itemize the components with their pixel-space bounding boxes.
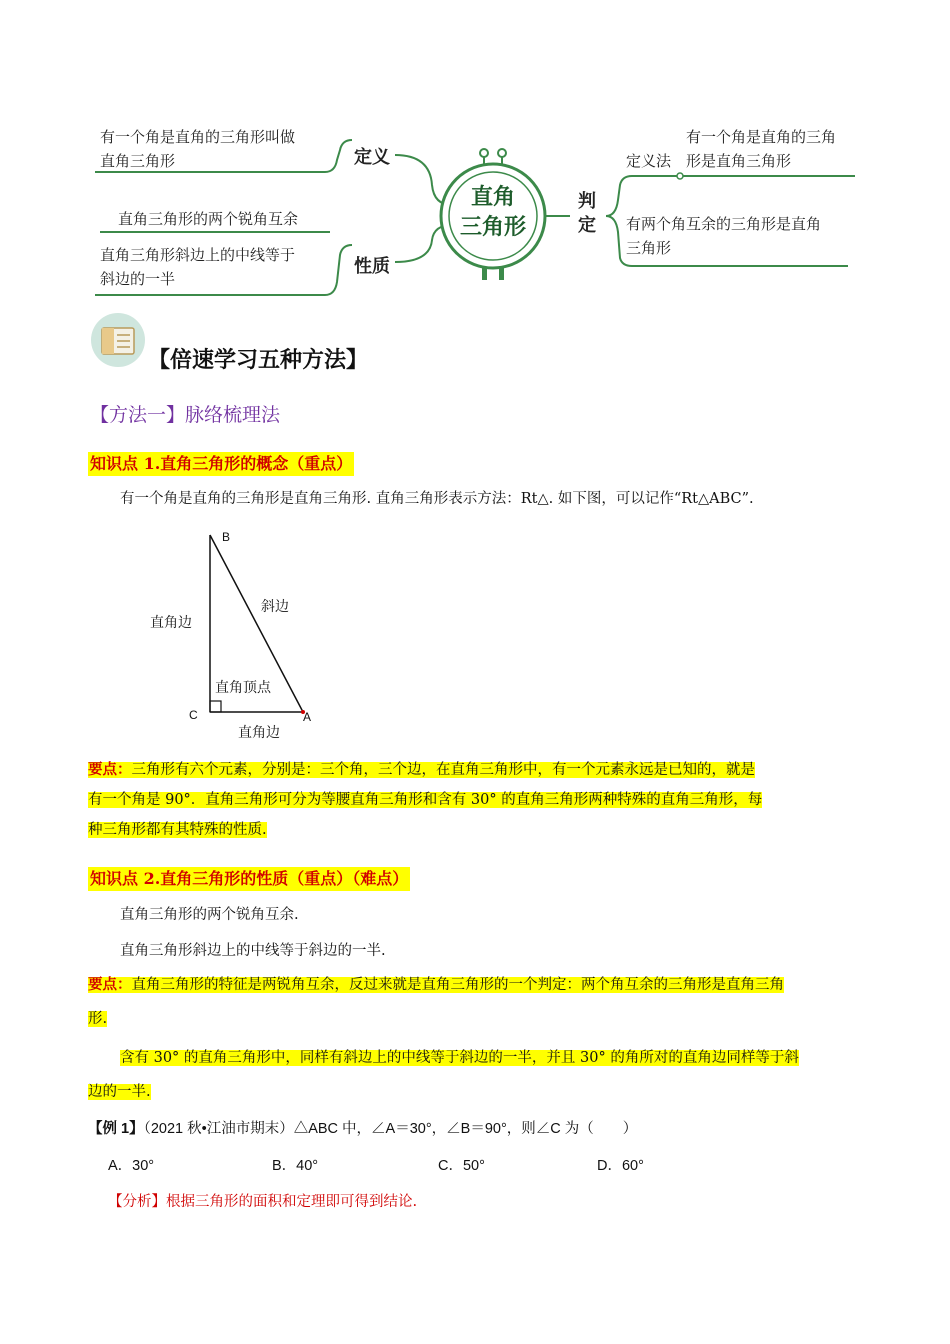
method-heading: 【方法一】脉络梳理法 — [90, 404, 281, 426]
vertex-a-label: A — [303, 710, 312, 724]
analysis-tag: 【分析】 — [108, 1194, 166, 1210]
vertex-c-label: C — [189, 708, 198, 722]
note2-para2-line-1: 含有 30° 的直角三角形中，同样有斜边上的中线等于斜边的一半，并且 30° 的角所对的直角边同样等于斜 — [120, 1050, 799, 1066]
example1-question: △ABC 中，∠A＝30°，∠B＝90°，则∠C 为（ ） — [293, 1121, 638, 1137]
note2-line-2: 形. — [88, 1011, 108, 1027]
mindmap-center-line2: 三角形 — [459, 215, 526, 240]
note1-block — [88, 755, 868, 845]
section-heading: 【倍速学习五种方法】 — [148, 347, 369, 373]
example1-tag: 【例 1】 — [88, 1121, 144, 1137]
note1-line-2: 有一个角是 90°．直角三角形可分为等腰直角三角形和含有 30° 的直角三角形两种特殊的直角三角形，每 — [88, 792, 763, 808]
note1-key: 要点： — [88, 761, 132, 778]
note2-line-1: 直角三角形的特征是两锐角互余，反过来就是直角三角形的一个判定：两个角互余的三角形是直角三角 — [131, 977, 784, 993]
example1-analysis — [108, 1190, 417, 1214]
kp2-line-1: 直角三角形的两个锐角互余. — [120, 907, 299, 923]
mindmap-prop-text-3: 斜边的一半 — [100, 270, 176, 288]
book-icon — [90, 312, 146, 368]
mindmap-judge-text-3: 有两个角互余的三角形是直角 — [626, 215, 822, 233]
example1-question-line — [88, 1117, 637, 1141]
mindmap-center-line1: 直角 — [470, 185, 515, 210]
mindmap-label-definition: 定义 — [354, 147, 390, 168]
mindmap-prop-text-2: 直角三角形斜边上的中线等于 — [100, 246, 296, 264]
mindmap-def-text-1: 有一个角是直角的三角形叫做 — [100, 128, 296, 146]
mindmap-def-text-2: 直角三角形 — [100, 152, 176, 170]
kp2-line-2: 直角三角形斜边上的中线等于斜边的一半. — [120, 943, 386, 959]
mindmap-center — [445, 183, 541, 243]
kp1-title: 知识点 1.直角三角形的概念（重点） — [88, 452, 354, 476]
analysis-text: 根据三角形的面积和定理即可得到结论. — [166, 1194, 418, 1210]
mindmap-label-judgement: 判定 — [578, 191, 596, 236]
option-c[interactable]: C．50° — [438, 1158, 485, 1174]
mindmap-judge-text-2: 形是直角三角形 — [686, 152, 792, 170]
mindmap-prop-text-1: 直角三角形的两个锐角互余 — [118, 210, 299, 228]
mindmap-label-def-method: 定义法 — [626, 152, 672, 170]
hypotenuse-label: 斜边 — [261, 598, 289, 614]
note2-para2-line-2: 边的一半. — [88, 1084, 151, 1100]
option-b[interactable]: B．40° — [272, 1158, 319, 1174]
mindmap-label-property: 性质 — [354, 256, 390, 277]
mindmap-judge-text-1: 有一个角是直角的三角 — [686, 128, 837, 146]
option-d[interactable]: D．60° — [597, 1158, 644, 1174]
note1-line-1: 三角形有六个元素，分别是：三个角，三个边，在直角三角形中，有一个元素永远是已知的，就是 — [131, 762, 755, 778]
note2-block — [88, 970, 868, 1034]
mindmap-judge-text-4: 三角形 — [626, 239, 672, 257]
option-a[interactable]: A．30° — [108, 1158, 155, 1174]
leg-left-label: 直角边 — [150, 614, 192, 630]
example1-source: （2021 秋•江油市期末） — [143, 1121, 294, 1137]
kp1-text: 有一个角是直角的三角形是直角三角形. 直角三角形表示方法：Rt△. 如下图，可以记作“Rt△ABC”. — [120, 491, 754, 507]
note2-para2 — [88, 1043, 868, 1107]
note2-key: 要点： — [88, 976, 132, 993]
note1-line-3: 种三角形都有其特殊的性质. — [88, 822, 267, 838]
leg-bottom-label: 直角边 — [238, 724, 280, 740]
right-vertex-label: 直角顶点 — [215, 679, 271, 695]
kp2-title: 知识点 2.直角三角形的性质（重点）（难点） — [88, 867, 410, 891]
vertex-b-label: B — [222, 530, 231, 544]
